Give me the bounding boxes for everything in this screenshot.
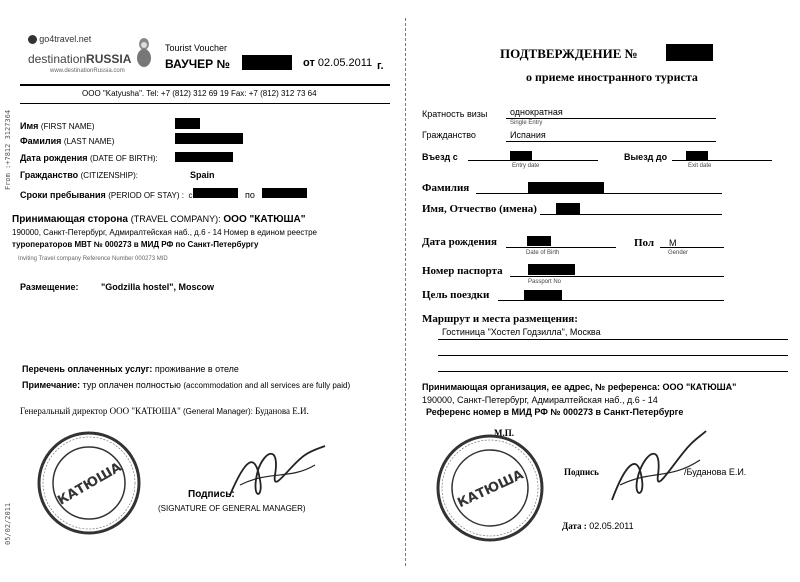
last-name-label: Фамилия (LAST NAME) xyxy=(20,136,115,146)
citizenship-value: Испания xyxy=(510,130,546,140)
stamp-center-text: КАТЮША xyxy=(55,460,125,509)
host-organization: Принимающая организация, ее адрес, № референса: ООО "КАТЮША" xyxy=(422,382,737,392)
company-stamp xyxy=(34,428,144,538)
visa-value: однократная xyxy=(510,107,563,117)
sex-value: M xyxy=(669,238,677,248)
confirmation-subtitle: о приеме иностранного туриста xyxy=(526,70,698,84)
date-label: Дата : xyxy=(562,521,587,531)
entry-label: Въезд с xyxy=(422,152,458,162)
stamp-center-text: КАТЮША xyxy=(455,467,526,512)
citizenship-label: Гражданство xyxy=(422,130,476,140)
redacted-surname xyxy=(528,182,604,193)
signature-label: Подпись: xyxy=(188,489,235,500)
page-fold-line xyxy=(405,18,406,566)
confirmation-title: ПОДТВЕРЖДЕНИЕ № xyxy=(500,46,638,61)
redacted-dob xyxy=(175,152,233,162)
redacted-first-name xyxy=(175,118,200,129)
fax-header-text: From :+7812 3127364 xyxy=(4,109,12,190)
services-line: Перечень оплаченных услуг: проживание в отеле xyxy=(22,364,239,374)
note-line: Примечание: тур оплачен полностью (accommodation and all services are fully paid) xyxy=(22,380,351,390)
fax-date-text: 05/02/2011 xyxy=(4,502,12,545)
company-stamp xyxy=(432,430,548,546)
voucher-type: Tourist Voucher xyxy=(165,43,228,53)
host-org-reference: Референс номер в МИД РФ № 000273 в Санкт-Петербурге xyxy=(426,407,684,417)
signature-caption: (SIGNATURE OF GENERAL MANAGER) xyxy=(158,504,306,513)
exit-label: Выезд до xyxy=(624,152,668,162)
accommodation-value: "Godzilla hostel", Moscow xyxy=(101,282,215,292)
host-registry: туроператоров МВТ № 000273 в МИД РФ по Санкт-Петербургу xyxy=(12,240,259,249)
redacted-stay-from xyxy=(193,188,238,198)
redacted-purpose xyxy=(524,290,562,300)
purpose-label: Цель поездки xyxy=(422,289,490,301)
redacted-confirmation-number xyxy=(666,44,713,61)
logo-globe-icon xyxy=(28,35,37,44)
redacted-dob xyxy=(527,236,551,246)
redacted-voucher-number xyxy=(242,55,292,70)
redacted-passport xyxy=(528,264,575,275)
name-label: Имя, Отчество (имена) xyxy=(422,203,537,215)
citizenship-value: Spain xyxy=(190,170,215,180)
accommodation-label: Размещение: xyxy=(20,282,79,292)
host-address: 190000, Санкт-Петербург, Адмиралтейская наб., д.6 - 14 Номер в едином реестре xyxy=(12,228,317,237)
company-contacts: ООО "Katyusha". Tel: +7 (812) 312 69 19 Fax: +7 (812) 312 73 64 xyxy=(82,89,317,98)
host-company-label: Принимающая сторона (TRAVEL COMPANY): ООО "КАТЮША" xyxy=(12,214,306,225)
surname-label: Фамилия xyxy=(422,182,470,194)
divider xyxy=(20,84,390,86)
redacted-exit-date xyxy=(686,151,708,160)
citizenship-label: Гражданство (CITIZENSHIP): xyxy=(20,170,138,180)
sex-label: Пол xyxy=(634,237,655,249)
signatory-name: /Буданова Е.И. xyxy=(684,467,747,477)
first-name-label: Имя (FIRST NAME) xyxy=(20,121,95,131)
host-reference: Inviting Travel company Reference Number 000273 MID xyxy=(18,256,168,262)
redacted-stay-to xyxy=(262,188,307,198)
signature-label: Подпись xyxy=(564,467,599,477)
confirmation-date: 02.05.2011 xyxy=(589,521,634,531)
redacted-entry-date xyxy=(510,151,532,160)
signature xyxy=(220,440,330,510)
host-org-address: 190000, Санкт-Петербург, Адмиралтейская наб., д.6 - 14 xyxy=(422,395,658,405)
redacted-name xyxy=(556,203,580,214)
route-value: Гостиница "Хостел Годзилла", Москва xyxy=(442,327,601,337)
voucher-label: ВАУЧЕР № xyxy=(165,57,230,71)
director-line: Генеральный директор ООО "КАТЮША" (General Manager): Буданова Е.И. xyxy=(20,406,309,416)
company-logo: go4travel.net destinationRUSSIA www.destinationRussia.com xyxy=(28,34,153,76)
dob-label: Дата рождения xyxy=(422,236,497,248)
stamp-mp-label: М.П. xyxy=(494,428,514,438)
matryoshka-icon xyxy=(136,36,152,68)
divider xyxy=(20,103,390,104)
voucher-date: 02.05.2011 xyxy=(317,57,373,69)
dob-label: Дата рождения (DATE OF BIRTH): xyxy=(20,153,158,163)
route-label: Маршрут и места размещения: xyxy=(422,313,578,325)
passport-label: Номер паспорта xyxy=(422,265,503,277)
visa-label: Кратность визы xyxy=(422,109,488,119)
period-label: Сроки пребывания (PERIOD OF STAY) : с xyxy=(20,190,193,200)
redacted-last-name xyxy=(175,133,243,144)
